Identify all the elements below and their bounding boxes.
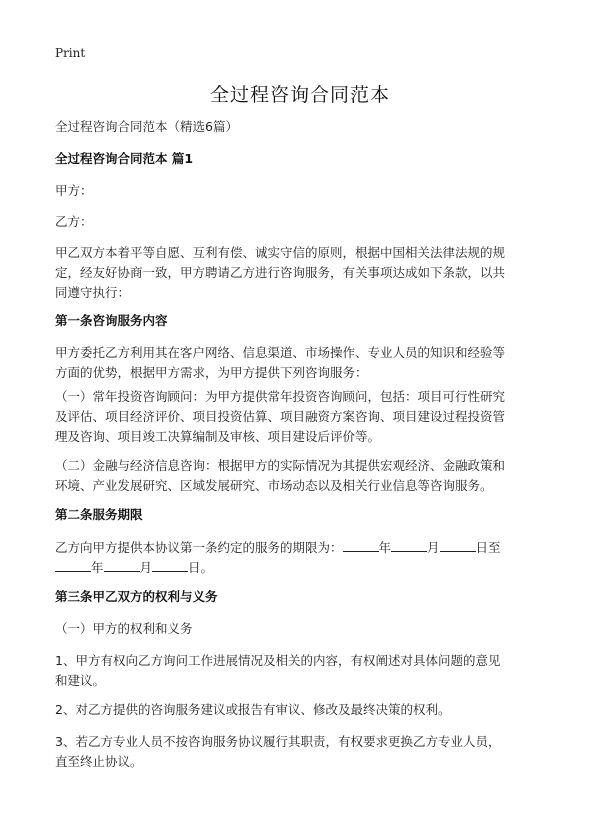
article1-intro-line-1: 甲方委托乙方利用其在客户网络、信息渠道、市场操作、专业人员的知识和经验等 (55, 345, 506, 360)
start-year-blank (343, 537, 379, 552)
term-prefix: 乙方向甲方提供本协议第一条约定的服务的期限为： (55, 540, 343, 555)
intro-line-3: 同遵守执行： (55, 285, 131, 300)
document-title: 全过程咨询合同范本 (209, 84, 390, 106)
end-year-label: 年 (91, 560, 104, 575)
article3-item1-line-2: 和建议。 (55, 673, 106, 688)
article3-subheading: （一）甲方的权利和义务 (55, 621, 193, 636)
article2-heading: 第二条服务期限 (55, 507, 143, 522)
end-day-blank (152, 557, 188, 572)
intro-line-2: 定，经友好协商一致，甲方聘请乙方进行咨询服务，有关事项达成如下条款，以共 (55, 265, 506, 280)
article3-item3-line-2: 直至终止协议。 (55, 754, 143, 769)
article3-heading: 第三条甲乙双方的权利与义务 (55, 589, 218, 604)
article3-item1-line-1: 1、甲方有权向乙方询问工作进展情况及相关的内容，有权阐述对具体问题的意见 (55, 653, 501, 668)
article2-term-line-2 (55, 557, 555, 578)
article1-item2-line-1: （二）金融与经济信息咨询：根据甲方的实际情况为其提供宏观经济、金融政策和 (55, 458, 506, 473)
end-day-label: 日。 (188, 560, 214, 575)
article1-item1-line-2: 及评估、项目经济评价、项目投资估算、项目融资方案咨询、项目建设过程投资管 (55, 409, 506, 424)
article1-heading: 第一条咨询服务内容 (55, 313, 168, 328)
start-year-label: 年 (378, 540, 392, 555)
start-day-blank (440, 537, 476, 552)
article1-item1-line-3: 理及咨询、项目竣工决算编制及审核、项目建设后评价等。 (55, 429, 381, 444)
party-a-label: 甲方： (55, 183, 93, 198)
article3-item2: 2、对乙方提供的咨询服务建议或报告有审议、修改及最终决策的权利。 (55, 702, 451, 717)
document-subtitle: 全过程咨询合同范本（精选6篇） (55, 119, 238, 134)
article1-item1-line-1: （一）常年投资咨询顾问：为甲方提供常年投资咨询顾问，包括：项目可行性研究 (55, 389, 506, 404)
article1-item2-line-2: 环境、产业发展研究、区域发展研究、市场动态以及相关行业信息等咨询服务。 (55, 478, 493, 493)
end-month-label: 月 (139, 560, 153, 575)
end-month-blank (104, 557, 140, 572)
start-month-label: 月 (427, 540, 440, 555)
article3-item3-line-1: 3、若乙方专业人员不按咨询服务协议履行其职责，有权要求更换乙方专业人员， (55, 734, 501, 749)
end-year-blank (55, 557, 91, 572)
article1-intro-line-2: 方面的优势，根据甲方需求，为甲方提供下列咨询服务： (55, 365, 368, 380)
party-b-label: 乙方： (55, 214, 93, 229)
section-title: 全过程咨询合同范本 篇1 (55, 151, 194, 166)
start-month-blank (391, 537, 427, 552)
intro-line-1: 甲乙双方本着平等自愿、互利有偿、诚实守信的原则，根据中国相关法律法规的规 (55, 245, 506, 260)
article2-term-line-1 (55, 537, 555, 558)
print-link[interactable]: Print (55, 46, 86, 60)
start-day-label: 日至 (475, 540, 501, 555)
